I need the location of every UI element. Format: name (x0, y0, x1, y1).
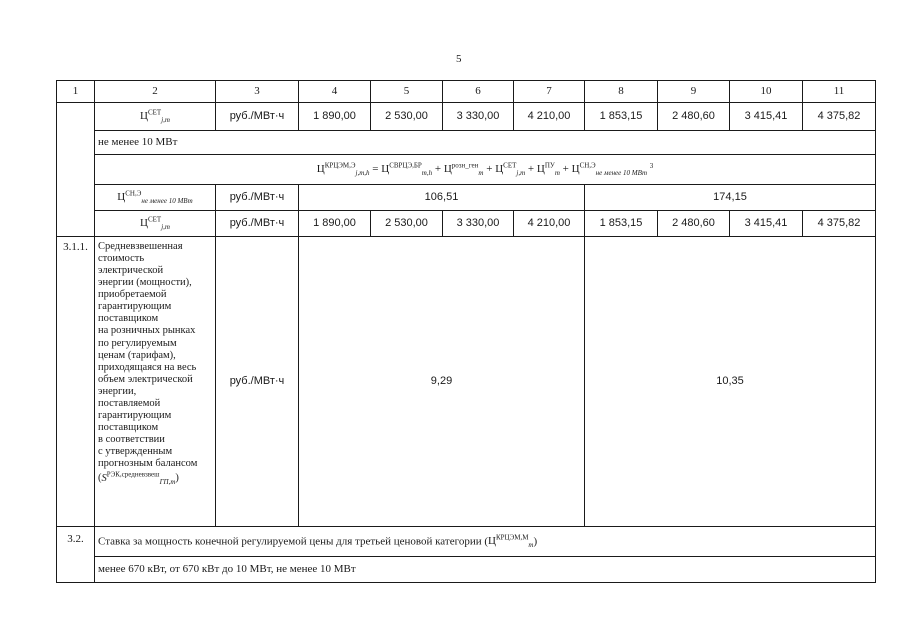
header-cell: 6 (443, 81, 514, 103)
description-line: электрической (98, 265, 164, 277)
description-line: гарантирующим (98, 409, 172, 421)
table-row (57, 211, 876, 237)
header-cell: 1 (57, 81, 95, 103)
value-cell: 1 853,15 (585, 103, 658, 131)
capacity-ranges: менее 670 кВт, от 670 кВт до 10 МВт, не менее 10 МВт (95, 557, 876, 583)
description-line: приобретаемой (98, 289, 167, 301)
value-cell-first-half: 106,51 (299, 185, 585, 211)
empty-number-cell (57, 103, 95, 237)
header-cell: 5 (371, 81, 443, 103)
value-cell: 2 530,00 (371, 211, 443, 237)
header-cell: 4 (299, 81, 371, 103)
description-line: поставляемой (98, 397, 161, 409)
table-row (57, 103, 876, 131)
table-row (57, 527, 876, 557)
value-cell: 4 375,82 (803, 211, 876, 237)
value-cell: 3 415,41 (730, 211, 803, 237)
value-cell: 3 330,00 (443, 211, 514, 237)
header-cell: 10 (730, 81, 803, 103)
header-cell: 7 (514, 81, 585, 103)
table-row (57, 557, 876, 583)
formula-cell (95, 155, 876, 185)
description-line: гарантирующим (98, 301, 172, 313)
unit-cell: руб./МВт·ч (216, 185, 299, 211)
description-line: поставщиком (98, 313, 159, 325)
value-cell-second-half: 174,15 (585, 185, 876, 211)
header-cell: 3 (216, 81, 299, 103)
item-number: 3.2. (57, 527, 95, 583)
description-line: на розничных рынках (98, 325, 196, 337)
description-symbol: $(S^{РЭК,средневзвеш}_{ГП,m})$ (98, 470, 179, 486)
value-cell: 1 853,15 (585, 211, 658, 237)
value-cell: 4 210,00 (514, 103, 585, 131)
header-cell: 2 (95, 81, 216, 103)
unit-cell: руб./МВт·ч (216, 103, 299, 131)
description-line: объем электрической (98, 373, 193, 385)
description-line: ценам (тарифам), (98, 349, 176, 361)
value-cell: 2 480,60 (658, 103, 730, 131)
table-row (57, 185, 876, 211)
value-cell: 4 210,00 (514, 211, 585, 237)
symbol-cell (95, 185, 216, 211)
table-row (57, 131, 876, 155)
header-cell: 11 (803, 81, 876, 103)
value-cell: 1 890,00 (299, 103, 371, 131)
description-line: энергии (мощности), (98, 277, 192, 289)
value-cell: 2 530,00 (371, 103, 443, 131)
description-line: стоимость (98, 253, 145, 265)
item-3-2-title: Ставка за мощность конечной регулируемой цены для третьей ценовой категории $(Ц^{КРЦЭМ,М}_m)$ (95, 527, 876, 557)
footnote-marker: 3 (649, 161, 654, 170)
value-cell: 4 375,82 (803, 103, 876, 131)
unit-cell: руб./МВт·ч (216, 211, 299, 237)
value-cell-second-half: 10,35 (585, 237, 876, 527)
sn-tariff-symbol: $Ц^{СН,Э}_{не менее 10 МВт}$ (117, 189, 193, 206)
net-tariff-symbol: $Ц^{СЕТ}_{j,m}$ (140, 215, 170, 232)
value-cell: 1 890,00 (299, 211, 371, 237)
capacity-note: не менее 10 МВт (95, 131, 876, 155)
description-line: поставщиком (98, 421, 159, 433)
header-cell: 9 (658, 81, 730, 103)
item-description (95, 237, 216, 527)
description-line: по регулируемым (98, 337, 177, 349)
tariff-table (56, 80, 876, 583)
description-line: приходящаяся на весь (98, 361, 197, 373)
unit-cell: руб./МВт·ч (216, 237, 299, 527)
description-line: энергии, (98, 385, 137, 397)
table-row (57, 155, 876, 185)
description-line: Средневзвешенная (98, 241, 183, 252)
value-cell-first-half: 9,29 (299, 237, 585, 527)
symbol-cell (95, 103, 216, 131)
net-tariff-symbol: $Ц^{СЕТ}_{j,m}$ (140, 108, 170, 125)
price-formula: $Ц^{КРЦЭМ,Э}_{j,m,h} = Ц^{СВРЦЭ,БР}_{m,h} + Ц^{розн\_ген}_m + Ц^{СЕТ}_{j,m} + Ц^{ПУ}_m + Ц^{СН,Э}_{не менее 10 МВт}$ (316, 161, 648, 178)
header-cell: 8 (585, 81, 658, 103)
table-row (57, 237, 876, 527)
item-number: 3.1.1. (57, 237, 95, 527)
header-row (57, 81, 876, 103)
description-line: прогнозным балансом (98, 458, 198, 470)
description-line: с утвержденным (98, 446, 173, 458)
value-cell: 3 330,00 (443, 103, 514, 131)
symbol-cell (95, 211, 216, 237)
value-cell: 2 480,60 (658, 211, 730, 237)
value-cell: 3 415,41 (730, 103, 803, 131)
description-line: в соответствии (98, 434, 165, 445)
page-number: 5 (456, 53, 462, 65)
